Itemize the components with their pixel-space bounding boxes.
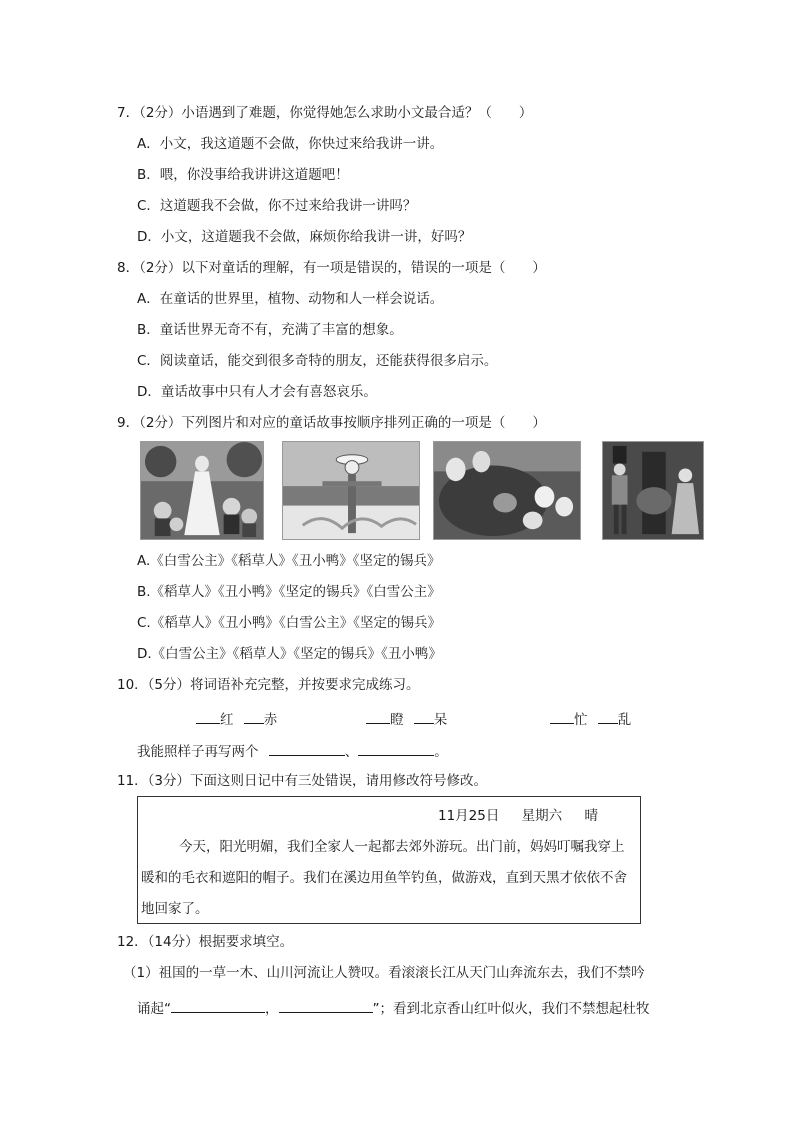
poem-blank-1[interactable] — [171, 998, 265, 1013]
question-7-stem: 7．（2分）小语遇到了难题，你觉得她怎么求助小文最合适？（ ） — [117, 105, 533, 121]
question-8-stem: 8．（2分）以下对童话的理解，有一项是错误的，错误的一项是（ ） — [117, 260, 546, 276]
blank-line[interactable] — [550, 709, 574, 724]
separator: 、 — [344, 744, 359, 760]
quote-start: 诵起“ — [137, 1001, 171, 1017]
question-11-stem: 11．（3分）下面这则日记中有三处错误，请用修改符号修改。 — [117, 773, 488, 789]
blank-line[interactable] — [598, 709, 618, 724]
q8-option-c: C．阅读童话，能交到很多奇特的朋友，还能获得很多启示。 — [137, 353, 498, 369]
q12-line-1: （1）祖国的一草一木、山川河流让人赞叹。看滚滚长江从天门山奔流东去，我们不禁吟 — [123, 965, 645, 981]
q9-option-a: A.《白雪公主》《稻草人》《丑小鸭》《坚定的锡兵》 — [137, 553, 441, 569]
q9-option-d: D.《白雪公主》《稻草人》《坚定的锡兵》《丑小鸭》 — [137, 646, 442, 662]
blank-line[interactable] — [196, 709, 220, 724]
diary-line-1: 今天，阳光明媚，我们全家人一起都去郊外游玩。出门前，妈妈叮嘱我穿上 — [179, 839, 625, 855]
q8-option-a: A．在童话的世界里，植物、动物和人一样会说话。 — [137, 291, 444, 307]
word-char: 呆 — [433, 712, 448, 728]
diary-weather: 晴 — [584, 808, 598, 824]
diary-line-3: 地回家了。 — [141, 901, 209, 917]
diary-line-2: 暖和的毛衣和遮阳的帽子。我们在溪边用鱼竿钓鱼，做游戏，直到天黑才依依不舍 — [141, 870, 627, 886]
q8-option-d: D．童话故事中只有人才会有喜怒哀乐。 — [137, 384, 377, 400]
snow-white-image — [140, 441, 264, 540]
word-blank-3 — [550, 709, 631, 729]
q10-write-line — [137, 741, 448, 761]
diary-date: 11月25日 — [438, 808, 500, 824]
q12-line-2 — [137, 998, 650, 1018]
question-12-stem: 12．（14分）根据要求填空。 — [117, 934, 294, 950]
blank-line[interactable] — [414, 709, 434, 724]
q7-option-d: D．小文，这道题我不会做，麻烦你给我讲一讲，好吗？ — [137, 229, 472, 245]
q7-option-a: A．小文，我这道题不会做，你快过来给我讲一讲。 — [137, 136, 444, 152]
end-mark: 。 — [434, 744, 448, 760]
comma: ， — [265, 1001, 279, 1017]
question-9-stem: 9．（2分）下列图片和对应的童话故事按顺序排列正确的一项是（ ） — [117, 415, 546, 431]
word-blank-2 — [366, 709, 447, 729]
write-prefix: 我能照样子再写两个 — [137, 744, 259, 760]
diary-weekday: 星期六 — [521, 808, 563, 824]
blank-line[interactable] — [366, 709, 390, 724]
blank-line[interactable] — [244, 709, 264, 724]
diary-header — [438, 807, 598, 825]
ugly-duckling-image — [433, 441, 581, 540]
scarecrow-image — [282, 441, 420, 540]
diary-box — [137, 796, 641, 924]
q7-option-b: B．喂，你没事给我讲讲这道题吧！ — [137, 167, 349, 183]
answer-blank-1[interactable] — [269, 741, 345, 756]
q9-option-b: B.《稻草人》《丑小鸭》《坚定的锡兵》《白雪公主》 — [137, 584, 441, 600]
q7-option-c: C．这道题我不会做，你不过来给我讲一讲吗？ — [137, 198, 417, 214]
word-char: 乱 — [617, 712, 632, 728]
q9-option-c: C.《稻草人》《丑小鸭》《白雪公主》《坚定的锡兵》 — [137, 615, 441, 631]
word-char: 忙 — [574, 712, 588, 728]
word-blank-1 — [196, 709, 277, 729]
word-char: 赤 — [263, 712, 278, 728]
word-char: 瞪 — [390, 712, 404, 728]
word-char: 红 — [220, 712, 234, 728]
poem-blank-2[interactable] — [279, 998, 373, 1013]
answer-blank-2[interactable] — [358, 741, 434, 756]
q8-option-b: B．童话世界无奇不有，充满了丰富的想象。 — [137, 322, 403, 338]
tin-soldier-image — [602, 441, 704, 540]
line-end: ”；看到北京香山红叶似火，我们不禁想起杜牧 — [372, 1001, 650, 1017]
question-10-stem: 10．（5分）将词语补充完整，并按要求完成练习。 — [117, 677, 420, 693]
